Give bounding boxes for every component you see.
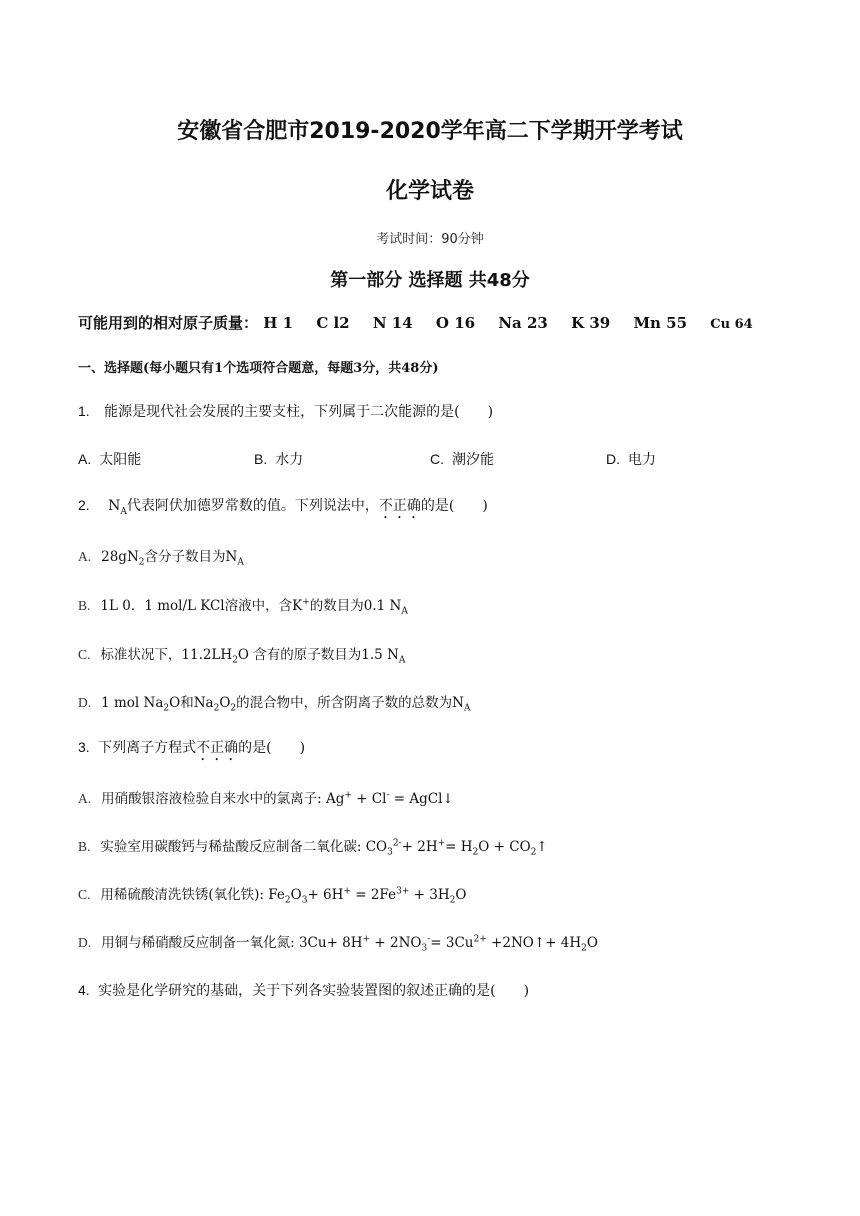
atomic-masses-label: 可能用到的相对原子质量： [78, 314, 259, 332]
atomic-mass-h: H 1 [263, 314, 294, 332]
emphasis-not-correct: 不正确 [196, 740, 239, 756]
question-1 [78, 401, 493, 421]
question-3: 3. 下列离子方程式不正确的是( ) [78, 739, 306, 756]
q3-option-c: C. 用稀硫酸清洗铁锈(氧化铁): $Fe_2O_3+ 6H^+ = 2Fe^{3+} + 3H_2O$ [78, 886, 467, 906]
q1-option-d: D. 电力 [606, 451, 656, 468]
q3-option-d: D. 用铜与稀硝酸反应制备一氧化氮: $3Cu+ 8H^+ + 2NO_3^-= 3Cu^{2+}$ +2NO↑+ $4H_2O$ [78, 934, 598, 954]
q1-option-b: B. 水力 [254, 451, 304, 468]
question-2: 2. $N_A$代表阿伏加德罗常数的值。下列说法中，不正确的是( ) [78, 497, 488, 517]
exam-title: 安徽省合肥市2019-2020学年高二下学期开学考试 [177, 119, 683, 144]
q2-option-b: B. 1L 0．1 mol/L KCl溶液中，含K+的数目为0.1 $N_A$ [78, 597, 408, 617]
emphasis-not-correct: 不正确 [378, 498, 421, 514]
section-instructions: 一、选择题(每小题只有1个选项符合题意，每题3分，共48分) [78, 361, 439, 376]
q2-option-a: A. $28gN_2$含分子数目为$N_A$ [78, 549, 244, 568]
atomic-masses [78, 312, 771, 333]
exam-time: 考试时间：90分钟 [376, 232, 484, 247]
exam-subtitle: 化学试卷 [385, 179, 474, 204]
atomic-mass-n: N 14 [372, 314, 413, 332]
q3-option-b: B. 实验室用碳酸钙与稀盐酸反应制备二氧化碳: $CO_3^{2-}+ 2H^+= H_2O$ + $CO_2↑$ [78, 838, 548, 858]
atomic-mass-mn: Mn 55 [633, 314, 688, 332]
question-number: 1. [78, 403, 90, 419]
q2-option-c: C. 标准状况下，$11.2LH_2O$ 含有的原子数目为1.5 $N_A$ [78, 647, 406, 666]
atomic-mass-na: Na 23 [498, 314, 548, 332]
question-text: 能源是现代社会发展的主要支柱，下列属于二次能源的是( ) [104, 404, 494, 420]
q1-option-c: C. 潮汐能 [430, 451, 494, 468]
atomic-mass-o: O 16 [435, 314, 476, 332]
atomic-mass-cu: Cu 64 [710, 317, 753, 332]
q1-option-a: A. 太阳能 [78, 451, 142, 468]
q3-option-a: A. 用硝酸银溶液检验自来水中的氯离子: Ag+ + Cl- = AgCl↓ [78, 790, 454, 807]
atomic-mass-c: C l2 [316, 314, 350, 332]
question-4: 4. 实验是化学研究的基础，关于下列各实验装置图的叙述正确的是( ) [78, 982, 530, 999]
atomic-mass-k: K 39 [571, 314, 611, 332]
q2-option-d: D. 1 mol $Na_2O$和$Na_2O_2$的混合物中，所含阴离子数的总数为$N_A$ [78, 695, 471, 714]
section-title: 第一部分 选择题 共48分 [330, 270, 530, 291]
